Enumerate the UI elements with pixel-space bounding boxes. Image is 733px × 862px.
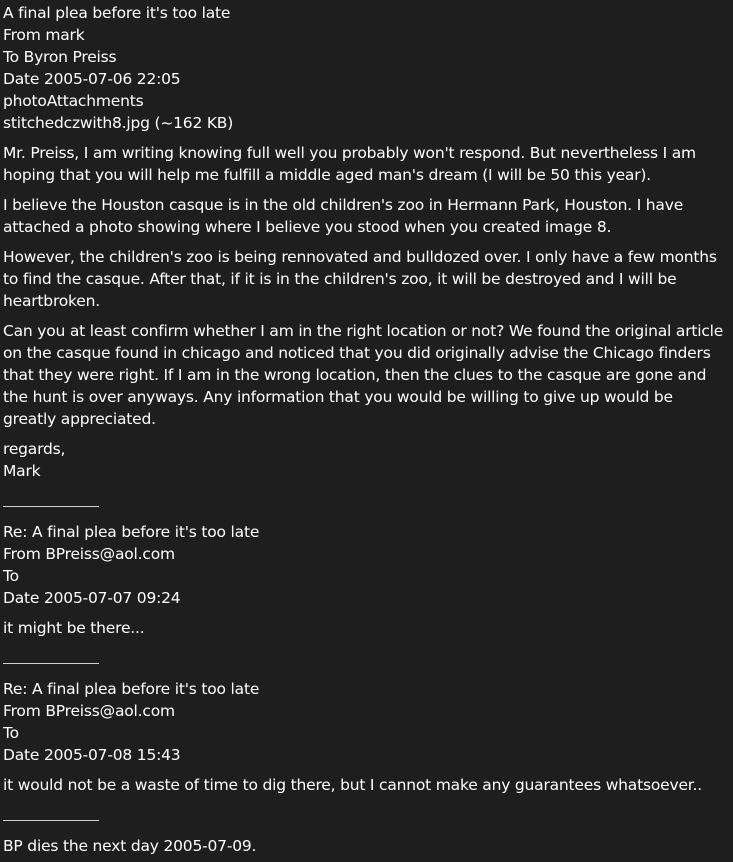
email-body-paragraph: it might be there... xyxy=(3,619,145,637)
attachment-file-link[interactable]: stitchedczwith8.jpg (~162 KB) xyxy=(3,114,234,132)
message-divider xyxy=(3,820,99,821)
email-subject: Re: A final plea before it's too late xyxy=(3,523,260,541)
message-divider xyxy=(3,506,99,507)
email-body-paragraph: However, the children's zoo is being rennovated and bulldozed over. I only have a few months to find the casque. After that, if it is in the children's zoo, it will be destroyed and I will be heartbroken. xyxy=(3,248,717,310)
email-body-paragraph: Can you at least confirm whether I am in the right location or not? We found the original article on the casque found in chicago and noticed that you did originally advise the Chicago finders that they were right. If I am in the wrong location, then the clues to the casque are gone and the hunt is over anyways. Any information that you would be willing to give up would be greatly appreciated. xyxy=(3,322,724,428)
email-body-paragraph: it would not be a waste of time to dig there, but I cannot make any guarantees whatsoever.. xyxy=(3,776,702,794)
email-from: From BPreiss@aol.com xyxy=(3,702,175,720)
message-divider xyxy=(3,663,99,664)
email-date: Date 2005-07-08 15:43 xyxy=(3,746,181,764)
email-date: Date 2005-07-07 09:24 xyxy=(3,589,181,607)
email-message-1 xyxy=(3,2,724,482)
email-subject: Re: A final plea before it's too late xyxy=(3,680,260,698)
attachments-label: photoAttachments xyxy=(3,92,144,110)
email-to: To xyxy=(3,567,19,585)
email-signoff xyxy=(3,438,724,482)
footer-note: BP dies the next day 2005-07-09. xyxy=(3,837,257,855)
email-date: Date 2005-07-06 22:05 xyxy=(3,70,181,88)
email-to: To xyxy=(3,724,19,742)
signature-text: Mark xyxy=(3,462,41,480)
email-from: From mark xyxy=(3,26,85,44)
email-message-2 xyxy=(3,521,724,639)
email-body-paragraph: I believe the Houston casque is in the old children's zoo in Hermann Park, Houston. I have attached a photo showing where I believe you stood when you created image 8. xyxy=(3,196,684,236)
email-to: To Byron Preiss xyxy=(3,48,117,66)
email-from: From BPreiss@aol.com xyxy=(3,545,175,563)
email-subject: A final plea before it's too late xyxy=(3,4,231,22)
signoff-text: regards, xyxy=(3,440,66,458)
email-message-3 xyxy=(3,678,724,796)
email-body-paragraph: Mr. Preiss, I am writing knowing full well you probably won't respond. But nevertheless I am hoping that you will help me fulfill a middle aged man's dream (I will be 50 this year). xyxy=(3,144,696,184)
